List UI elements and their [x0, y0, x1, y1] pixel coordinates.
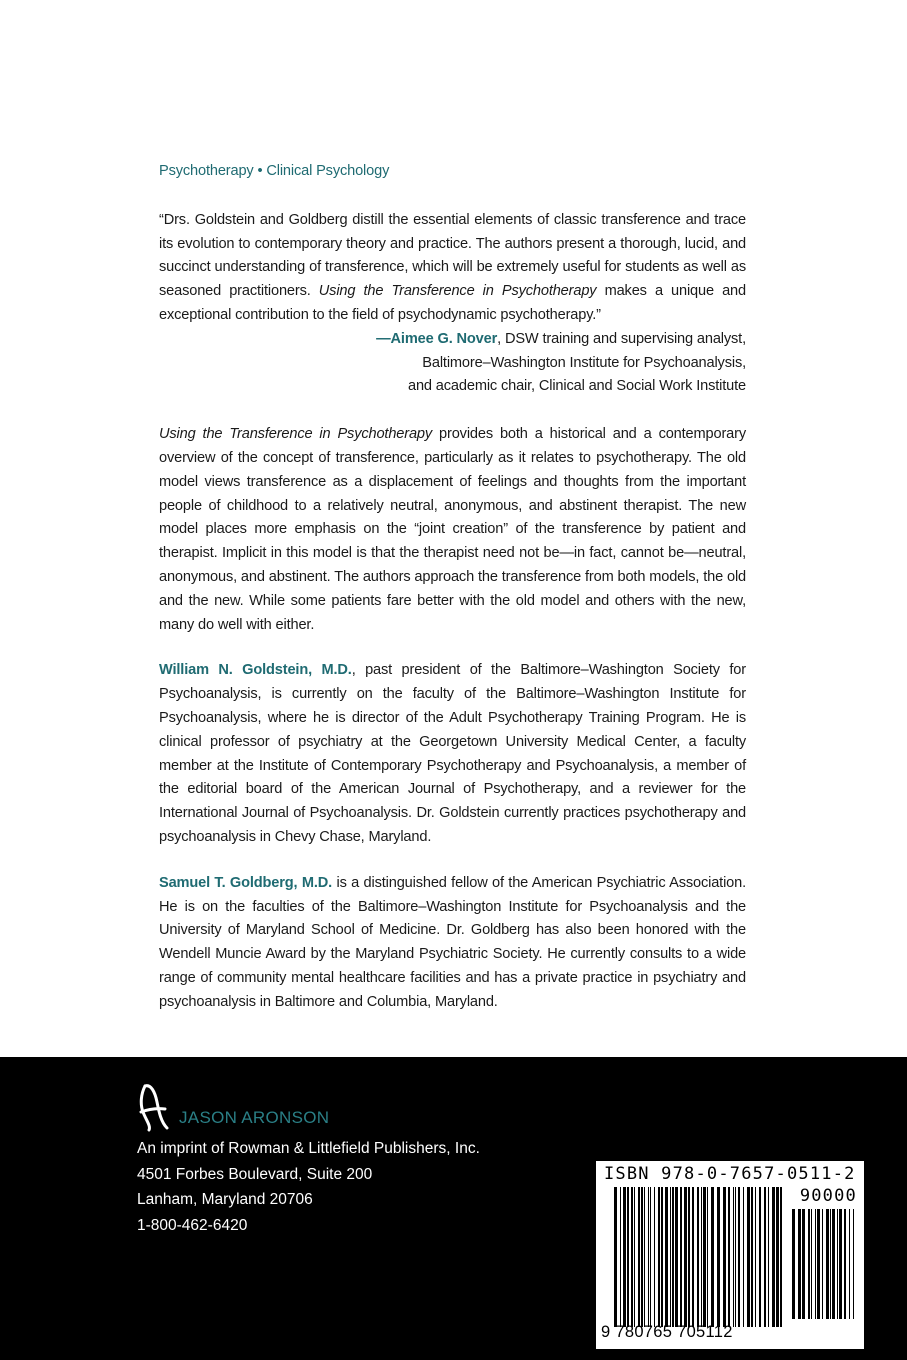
- book-description: [159, 423, 746, 637]
- price-code: 90000: [799, 1186, 857, 1206]
- jason-aronson-logo-icon: [137, 1082, 173, 1132]
- author-bio-text-1: , past president of the Baltimore–Washington Society for Psychoanalysis, is currently on the faculty of the Baltimore–Washington Institute for Psychoanalysis, where he is director of the Adult Psychotherapy Training Program. He is clinical professor of psychiatry at the Georgetown University Medical Center, a faculty member at the Institute of Contemporary Psychotherapy and Psychoanalysis, a member of the editorial board of the American Journal of Psychotherapy, and a reviewer for the International Journal of Psychoanalysis. Dr. Goldstein currently practices psychotherapy and psychoanalysis in Chevy Chase, Maryland.: [159, 662, 746, 845]
- publisher-address-city: Lanham, Maryland 20706: [137, 1191, 313, 1208]
- quote-text-2: makes a unique and exceptional contribution to the field of psychodynamic psychotherapy.”: [159, 283, 746, 323]
- author-bio-1: [159, 659, 746, 849]
- isbn-number: ISBN 978-0-7657-0511-2: [604, 1164, 856, 1184]
- author-name-1: William N. Goldstein, M.D.: [159, 662, 352, 679]
- back-cover-text: [159, 160, 746, 1015]
- endorsement-attribution: [159, 328, 746, 399]
- author-name-2: Samuel T. Goldberg, M.D.: [159, 874, 333, 891]
- imprint-name: JASON ARONSON: [179, 1107, 330, 1127]
- endorser-name: Aimee G. Nover: [390, 330, 498, 347]
- publisher-line-1: An imprint of Rowman & Littlefield Publishers, Inc.: [137, 1140, 480, 1157]
- author-bio-2: [159, 872, 746, 1015]
- publisher-block: [137, 1082, 480, 1238]
- endorser-title-3: and academic chair, Clinical and Social Work Institute: [408, 378, 746, 395]
- endorser-title-2: Baltimore–Washington Institute for Psychoanalysis,: [422, 354, 746, 371]
- addon-barcode-bars: [792, 1209, 856, 1319]
- ean-barcode-bars: [614, 1187, 784, 1327]
- endorser-dash: —: [376, 330, 391, 347]
- ean-digits: 9 780765 705112: [601, 1323, 733, 1341]
- imprint-row: [137, 1082, 480, 1132]
- description-book-title: Using the Transference in Psychotherapy: [159, 426, 433, 443]
- description-text: provides both a historical and a contemporary overview of the concept of transference, particularly as it relates to psychotherapy. The old model views transference as a displacement of feelings and thoughts from the important people of childhood to a relatively neutral, anonymous, and abstinent therapist. The new model places more emphasis on the “joint creation” of the transference by patient and therapist. Implicit in this model is that the therapist need not be—in fact, cannot be—neutral, anonymous, and abstinent. The authors approach the transference from both models, the old and the new. While some patients fare better with the old model and others with the new, many do well with either.: [159, 426, 746, 633]
- endorsement-quote: [159, 209, 746, 328]
- publisher-phone: 1-800-462-6420: [137, 1216, 248, 1234]
- author-bio-text-2: is a distinguished fellow of the American Psychiatric Association. He is on the faculties of the Baltimore–Washington Institute for Psychoanalysis and the University of Maryland School of Medicine. Dr. Goldberg has also been honored with the Wendell Muncie Award by the Maryland Psychiatric Society. He currently consults to a wide range of community mental healthcare facilities and has a private practice in psychiatry and psychoanalysis in Baltimore and Columbia, Maryland.: [159, 874, 746, 1010]
- isbn-barcode: [596, 1161, 864, 1349]
- publisher-footer: [0, 1057, 907, 1360]
- endorser-title-1: , DSW training and supervising analyst,: [497, 330, 746, 347]
- category-label: Psychotherapy • Clinical Psychology: [159, 163, 390, 179]
- quote-book-title: Using the Transference in Psychotherapy: [318, 283, 597, 300]
- publisher-address-street: 4501 Forbes Boulevard, Suite 200: [137, 1165, 373, 1183]
- quote-text-1: “Drs. Goldstein and Goldberg distill the essential elements of classic transference and trace its evolution to contemporary theory and practice. The authors present a thorough, lucid, and succinct understanding of transference, which will be extremely useful for students as well as seasoned practitioners.: [159, 211, 746, 300]
